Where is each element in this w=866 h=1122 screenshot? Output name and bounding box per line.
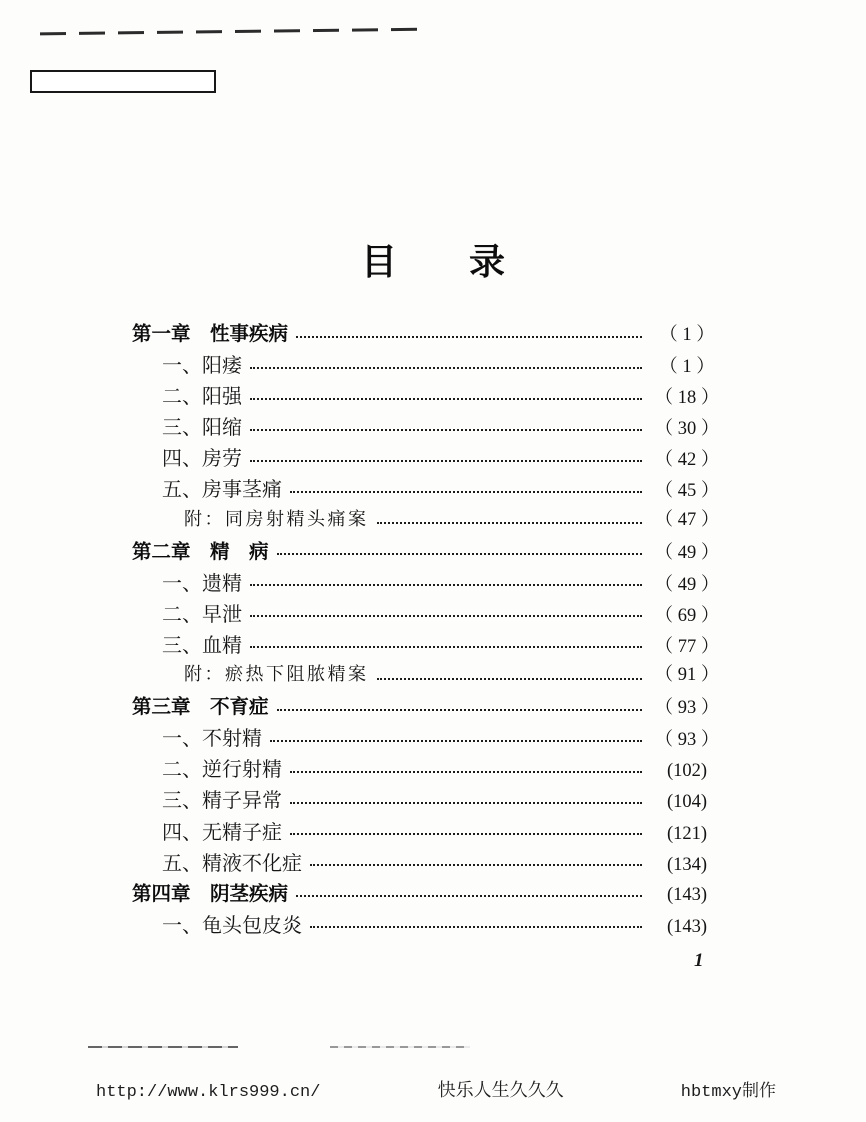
dot-leader xyxy=(250,429,642,431)
bottom-smudge-line-left xyxy=(88,1046,238,1048)
toc-entry-label: 一、龟头包皮炎 xyxy=(162,914,302,937)
toc-row xyxy=(132,567,726,598)
footer-credit: hbtmxy制作 xyxy=(680,1083,776,1102)
toc-entry-page: （ 93 ） xyxy=(654,730,720,751)
toc-entry-label: 第一章 性事疾病 xyxy=(132,322,289,345)
toc-entry-label: 一、不射精 xyxy=(162,728,262,751)
folio-page-number: 1 xyxy=(694,950,704,971)
toc-entry-page: （ 42 ） xyxy=(654,450,720,471)
toc-entry-label: 二、早泄 xyxy=(162,603,242,626)
dot-leader xyxy=(377,678,643,680)
toc-row-appendix xyxy=(132,660,726,691)
toc-row-chapter-2 xyxy=(132,536,726,567)
toc-entry-page: （ 45 ） xyxy=(654,481,720,502)
library-stamp-box xyxy=(30,70,216,93)
toc-entry-label: 一、阳痿 xyxy=(162,355,242,378)
toc-entry-page: (102) xyxy=(666,761,708,782)
dot-leader xyxy=(290,491,642,493)
dot-leader xyxy=(296,336,642,338)
toc-entry-page: （ 49 ） xyxy=(654,542,720,563)
dot-leader xyxy=(290,771,642,773)
toc-row xyxy=(132,380,726,411)
toc-entry-label: 五、房事茎痛 xyxy=(162,479,282,502)
toc-row-appendix xyxy=(132,505,726,536)
toc-entry-page: (143) xyxy=(666,884,708,905)
toc-entry-label: 三、阳缩 xyxy=(162,417,242,440)
toc-row xyxy=(132,909,726,940)
footer-url: http://www.klrs999.cn/ xyxy=(96,1083,321,1102)
toc-entry-page: （ 18 ） xyxy=(654,388,720,409)
toc-entry-label: 第二章 精 病 xyxy=(132,539,269,563)
toc-row xyxy=(132,784,726,815)
dot-leader xyxy=(277,709,642,711)
toc-entry-label: 二、阳强 xyxy=(162,386,242,409)
toc-row xyxy=(132,411,726,442)
watermark-footer xyxy=(96,1076,776,1102)
page-title: 目 录 xyxy=(360,242,505,283)
toc-row xyxy=(132,442,726,473)
toc-row xyxy=(132,598,726,629)
footer-slogan: 快乐人生久久久 xyxy=(437,1080,564,1101)
toc-entry-page: （ 69 ） xyxy=(654,605,720,626)
toc-entry-label: 二、逆行射精 xyxy=(162,759,282,782)
toc-entry-label: 五、精液不化症 xyxy=(162,852,302,875)
toc-entry-label: 三、精子异常 xyxy=(162,790,282,813)
toc-row xyxy=(132,816,726,847)
dot-leader xyxy=(250,398,642,400)
dot-leader xyxy=(250,367,642,369)
toc-entry-label: 第三章 不育症 xyxy=(132,695,269,719)
toc-row xyxy=(132,753,726,784)
toc-entry-label: 附：瘀热下阻脓精案 xyxy=(184,664,369,685)
toc-row-chapter-4 xyxy=(132,878,726,909)
dot-leader xyxy=(270,740,642,742)
toc-row xyxy=(132,349,726,380)
toc-entry-page: （ 30 ） xyxy=(654,419,720,440)
toc-entry-page: （ 47 ） xyxy=(654,509,720,530)
toc-row xyxy=(132,722,726,753)
toc-row xyxy=(132,629,726,660)
toc-entry-page: （ 49 ） xyxy=(654,574,720,595)
dot-leader xyxy=(290,802,642,804)
toc-row xyxy=(132,473,726,504)
dot-leader xyxy=(296,895,642,897)
toc-entry-page: (121) xyxy=(666,823,708,844)
toc-entry-page: (134) xyxy=(666,854,708,875)
toc-entry-page: （ 91 ） xyxy=(654,665,720,686)
toc-entry-label: 三、血精 xyxy=(162,634,242,657)
toc-entry-page: （ 93 ） xyxy=(654,698,720,719)
toc-entry-label: 四、房劳 xyxy=(162,448,242,471)
toc-row-chapter-1 xyxy=(132,318,726,349)
top-dashed-rule xyxy=(40,28,428,36)
toc-entry-label: 一、遗精 xyxy=(162,572,242,595)
toc-list xyxy=(132,318,726,940)
toc-entry-label: 四、无精子症 xyxy=(162,821,282,844)
dot-leader xyxy=(277,553,642,555)
toc-entry-page: （ 1 ） xyxy=(659,357,715,378)
dot-leader xyxy=(250,584,642,586)
bottom-smudge-line-right xyxy=(330,1046,470,1048)
toc-entry-page: (104) xyxy=(666,792,708,813)
dot-leader xyxy=(290,833,642,835)
dot-leader xyxy=(310,926,642,928)
dot-leader xyxy=(250,460,642,462)
toc-entry-page: （ 77 ） xyxy=(654,636,720,657)
dot-leader xyxy=(310,864,642,866)
toc-entry-label: 第四章 阴茎疾病 xyxy=(132,881,289,905)
toc-entry-page: (143) xyxy=(666,916,708,937)
toc-entry-label: 附：同房射精头痛案 xyxy=(184,508,369,529)
dot-leader xyxy=(250,646,642,648)
toc-entry-page: （ 1 ） xyxy=(659,325,715,345)
toc-row xyxy=(132,847,726,878)
dot-leader xyxy=(377,522,643,524)
dot-leader xyxy=(250,615,642,617)
toc-row-chapter-3 xyxy=(132,691,726,722)
